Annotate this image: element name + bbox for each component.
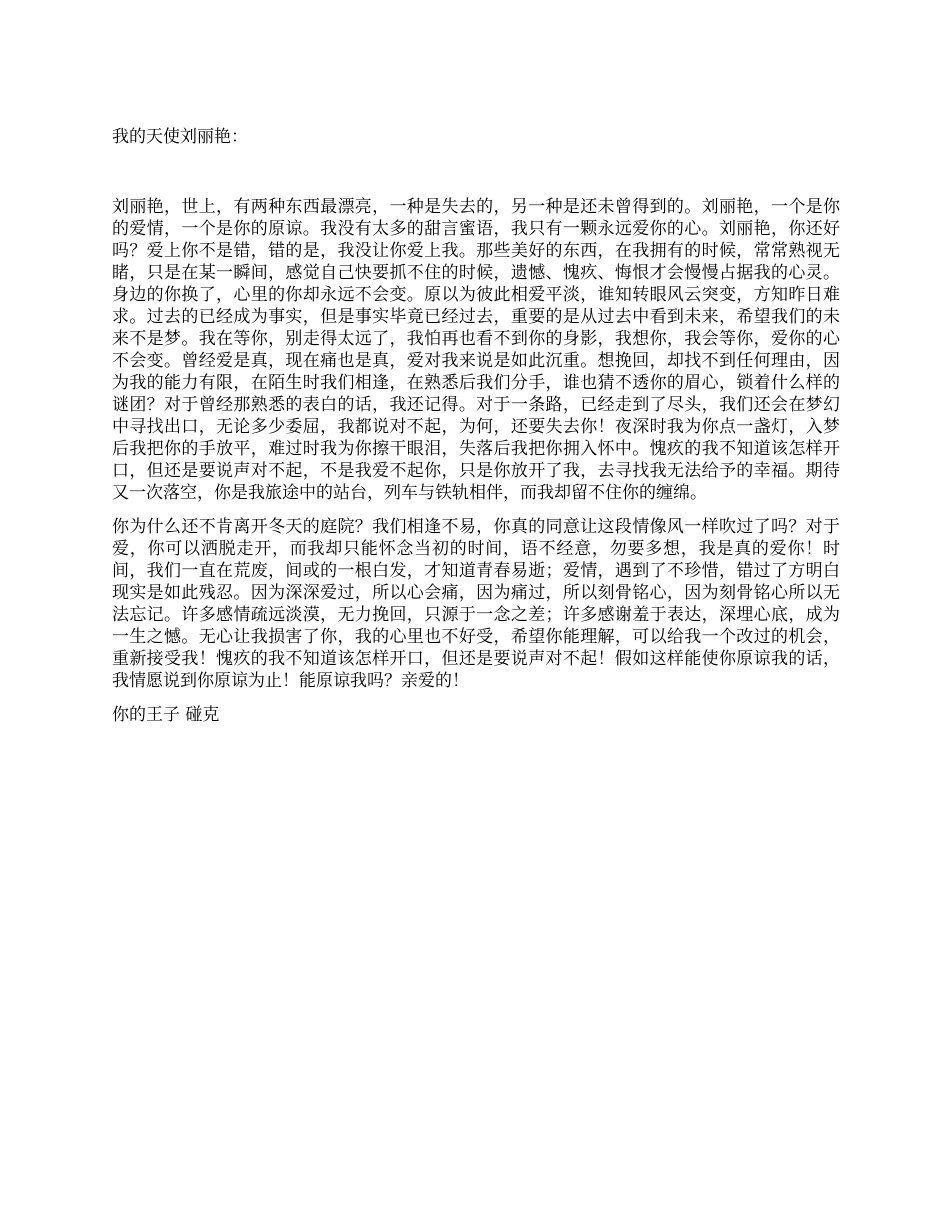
letter-body: [112, 196, 840, 738]
letter-paragraph-1: 刘丽艳，世上，有两种东西最漂亮，一种是失去的，另一种是还未曾得到的。刘丽艳，一个是你的爱情，一个是你的原谅。我没有太多的甜言蜜语，我只有一颗永远爱你的心。刘丽艳，你还好吗？爱上你不是错，错的是，我没让你爱上我。那些美好的东西，在我拥有的时候，常常熟视无睹，只是在某一瞬间，感觉自己快要抓不住的时候，遗憾、愧疚、悔恨才会慢慢占据我的心灵。身边的你换了，心里的你却永远不会变。原以为彼此相爱平淡，谁知转眼风云突变，方知昨日难求。过去的已经成为事实，但是事实毕竟已经过去，重要的是从过去中看到未来，希望我们的未来不是梦。我在等你，别走得太远了，我怕再也看不到你的身影，我想你，我会等你，爱你的心不会变。曾经爱是真，现在痛也是真，爱对我来说是如此沉重。想挽回，却找不到任何理由，因为我的能力有限，在陌生时我们相逢，在熟悉后我们分手，谁也猜不透你的眉心，锁着什么样的谜团？对于曾经那熟悉的表白的话，我还记得。对于一条路，已经走到了尽头，我们还会在梦幻中寻找出口，无论多少委屈，我都说对不起，为何，还要失去你！夜深时我为你点一盏灯，入梦后我把你的手放平，难过时我为你擦干眼泪，失落后我把你拥入怀中。愧疚的我不知道该怎样开口，但还是要说声对不起，不是我爱不起你，只是你放开了我，去寻找我无法给予的幸福。期待又一次落空，你是我旅途中的站台，列车与铁轨相伴，而我却留不住你的缠绵。: [112, 197, 840, 503]
letter-paragraph-2: 你为什么还不肯离开冬天的庭院？我们相逢不易，你真的同意让这段情像风一样吹过了吗？对于爱，你可以洒脱走开，而我却只能怀念当初的时间，语不经意，勿要多想，我是真的爱你！时间，我们一直在荒废，间或的一根白发，才知道青春易逝；爱情，遇到了不珍惜，错过了方明白现实是如此残忍。因为深深爱过，所以心会痛，因为痛过，所以刻骨铭心，因为刻骨铭心所以无法忘记。许多感情疏远淡漠，无力挽回，只源于一念之差；许多感谢羞于表达，深埋心底，成为一生之憾。无心让我损害了你，我的心里也不好受，希望你能理解，可以给我一个改过的机会，重新接受我！愧疚的我不知道该怎样开口，但还是要说声对不起！假如这样能使你原谅我的话，我情愿说到你原谅为止！能原谅我吗？亲爱的！: [112, 517, 840, 691]
letter-signature: 你的王子 碰克: [112, 705, 220, 725]
letter-salutation: 我的天使刘丽艳：: [112, 127, 248, 147]
